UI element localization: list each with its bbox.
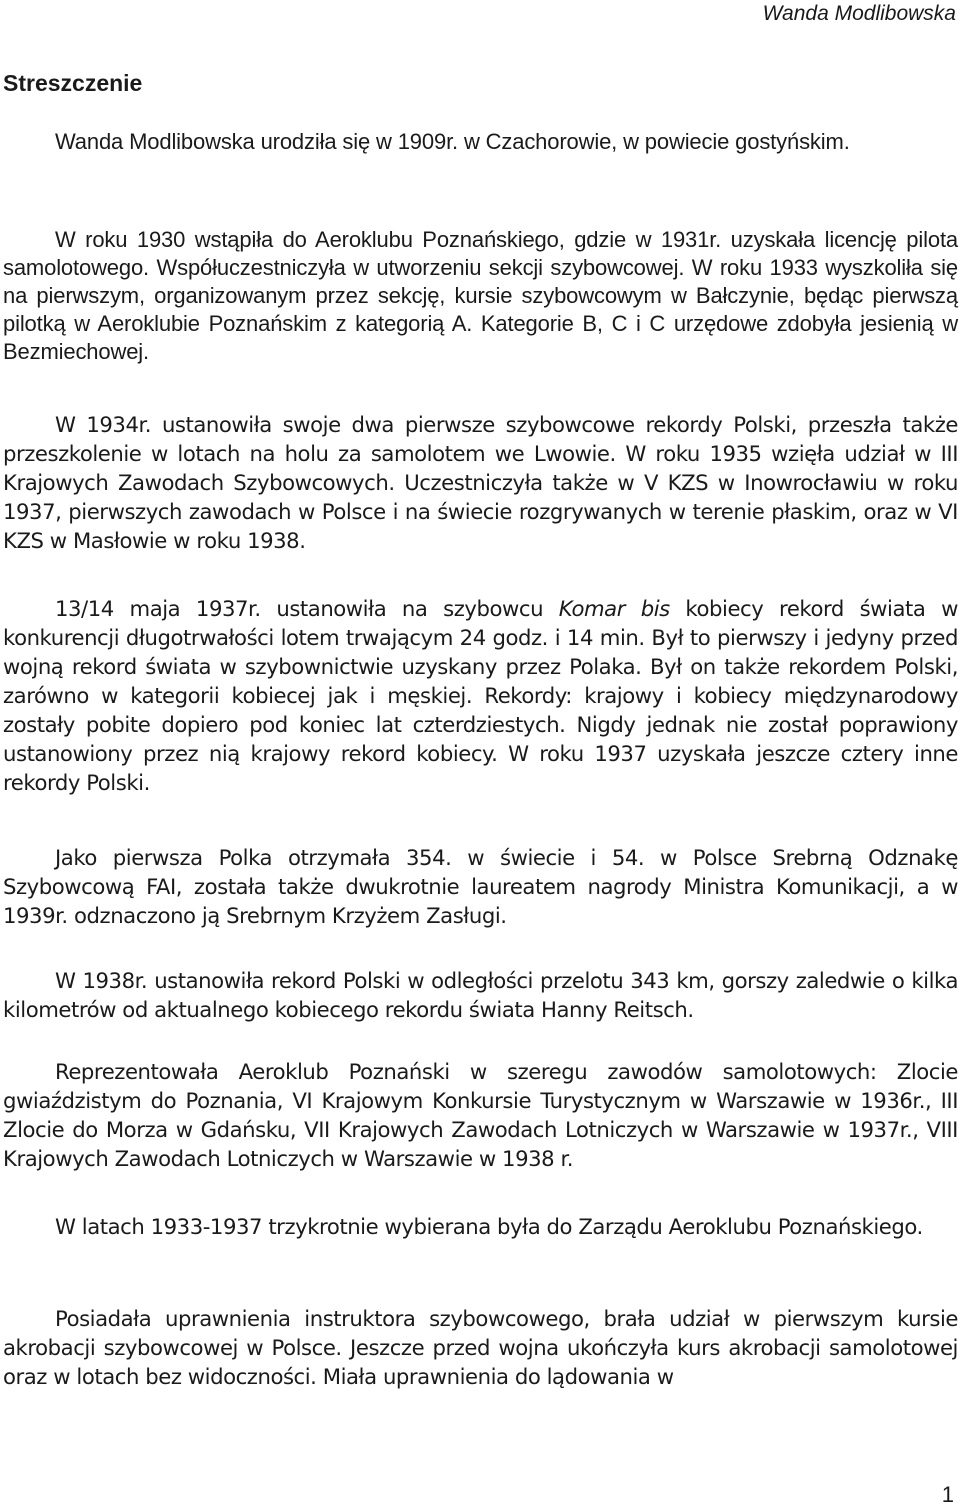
- paragraph-instructor: Posiadała uprawnienia instruktora szybowcowego, brała udział w pierwszym kursie akrobacji szybowcowej w Polsce. Jeszcze przed wojna ukończyła kurs akrobacji samolotowej oraz w lotach bez widoczności. Miała uprawnienia do lądowania w: [3, 1306, 958, 1389]
- glider-name: Komar bis: [558, 596, 670, 621]
- paragraph-world-record: 13/14 maja 1937r. ustanowiła na szybowcu Komar bis kobiecy rekord świata w konkurencji długotrwałości lotem trwającym 24 godz. i 14 min. Był to pierwszy i jedyny przed wojną rekord świata w szybownictwie uzyskany przez Polaka. Był on także rekordem Polski, zarówno w kategorii kobiecej jak i męskiej. Rekordy: krajowy i kobiecy międzynarodowy zostały pobite dopiero pod koniec lat czterdziestych. Nigdy jednak nie został poprawiony ustanowiony przez nią krajowy rekord kobiecy. W roku 1937 uzyskała jeszcze cztery inne rekordy Polski.: [3, 596, 959, 795]
- paragraph-awards: Jako pierwsza Polka otrzymała 354. w świecie i 54. w Polsce Srebrną Odznakę Szybowcową FAI, została także dwukrotnie laureatem nagrody Ministra Komunikacji, a w 1939r. odznaczono ją Srebrnym Krzyżem Zasługi.: [3, 845, 958, 928]
- paragraph-birth: Wanda Modlibowska urodziła się w 1909r. w Czachorowie, w powiecie gostyńskim.: [55, 129, 850, 154]
- section-title: Streszczenie: [3, 70, 143, 96]
- running-header: Wanda Modlibowska: [762, 2, 956, 25]
- page-number: 1: [941, 1482, 954, 1507]
- paragraph-aeroklub: W roku 1930 wstąpiła do Aeroklubu Poznańskiego, gdzie w 1931r. uzyskała licencję pilota samolotowego. Współuczestniczyła w utworzeniu sekcji szybowcowej. W roku 1933 wyszkoliła się na pierwszym, organizowanym przez sekcję, kursie szybowcowym w Bałczynie, będąc pierwszą pilotką w Aeroklubie Poznańskim z kategorią A. Kategorie B, C i C urzędowe zdobyła jesienią w Bezmiechowej.: [3, 227, 958, 364]
- paragraph-1934: W 1934r. ustanowiła swoje dwa pierwsze szybowcowe rekordy Polski, przeszła także przeszkolenie w lotach na holu za samolotem we Lwowie. W roku 1935 wzięła udział w III Krajowych Zawodach Szybowcowych. Uczestniczyła także w V KZS w Inowrocławiu w roku 1937, pierwszych zawodach w Polsce i na świecie rozgrywanych w terenie płaskim, oraz w VI KZS w Masłowie w roku 1938.: [3, 412, 958, 553]
- paragraph-competitions: Reprezentowała Aeroklub Poznański w szeregu zawodów samolotowych: Zlocie gwiaździstym do Poznania, VI Krajowym Konkursie Turystycznym w Warszawie w 1936r., III Zlocie do Morza w Gdańsku, VII Krajowych Zawodach Lotniczych w Warszawie w 1937r., VIII Krajowych Zawodach Lotniczych w Warszawie w 1938 r.: [3, 1059, 958, 1171]
- paragraph-1938-record: W 1938r. ustanowiła rekord Polski w odległości przelotu 343 km, gorszy zaledwie o kilka kilometrów od aktualnego kobiecego rekordu świata Hanny Reitsch.: [3, 968, 958, 1022]
- paragraph-board: W latach 1933-1937 trzykrotnie wybierana była do Zarządu Aeroklubu Poznańskiego.: [55, 1214, 923, 1239]
